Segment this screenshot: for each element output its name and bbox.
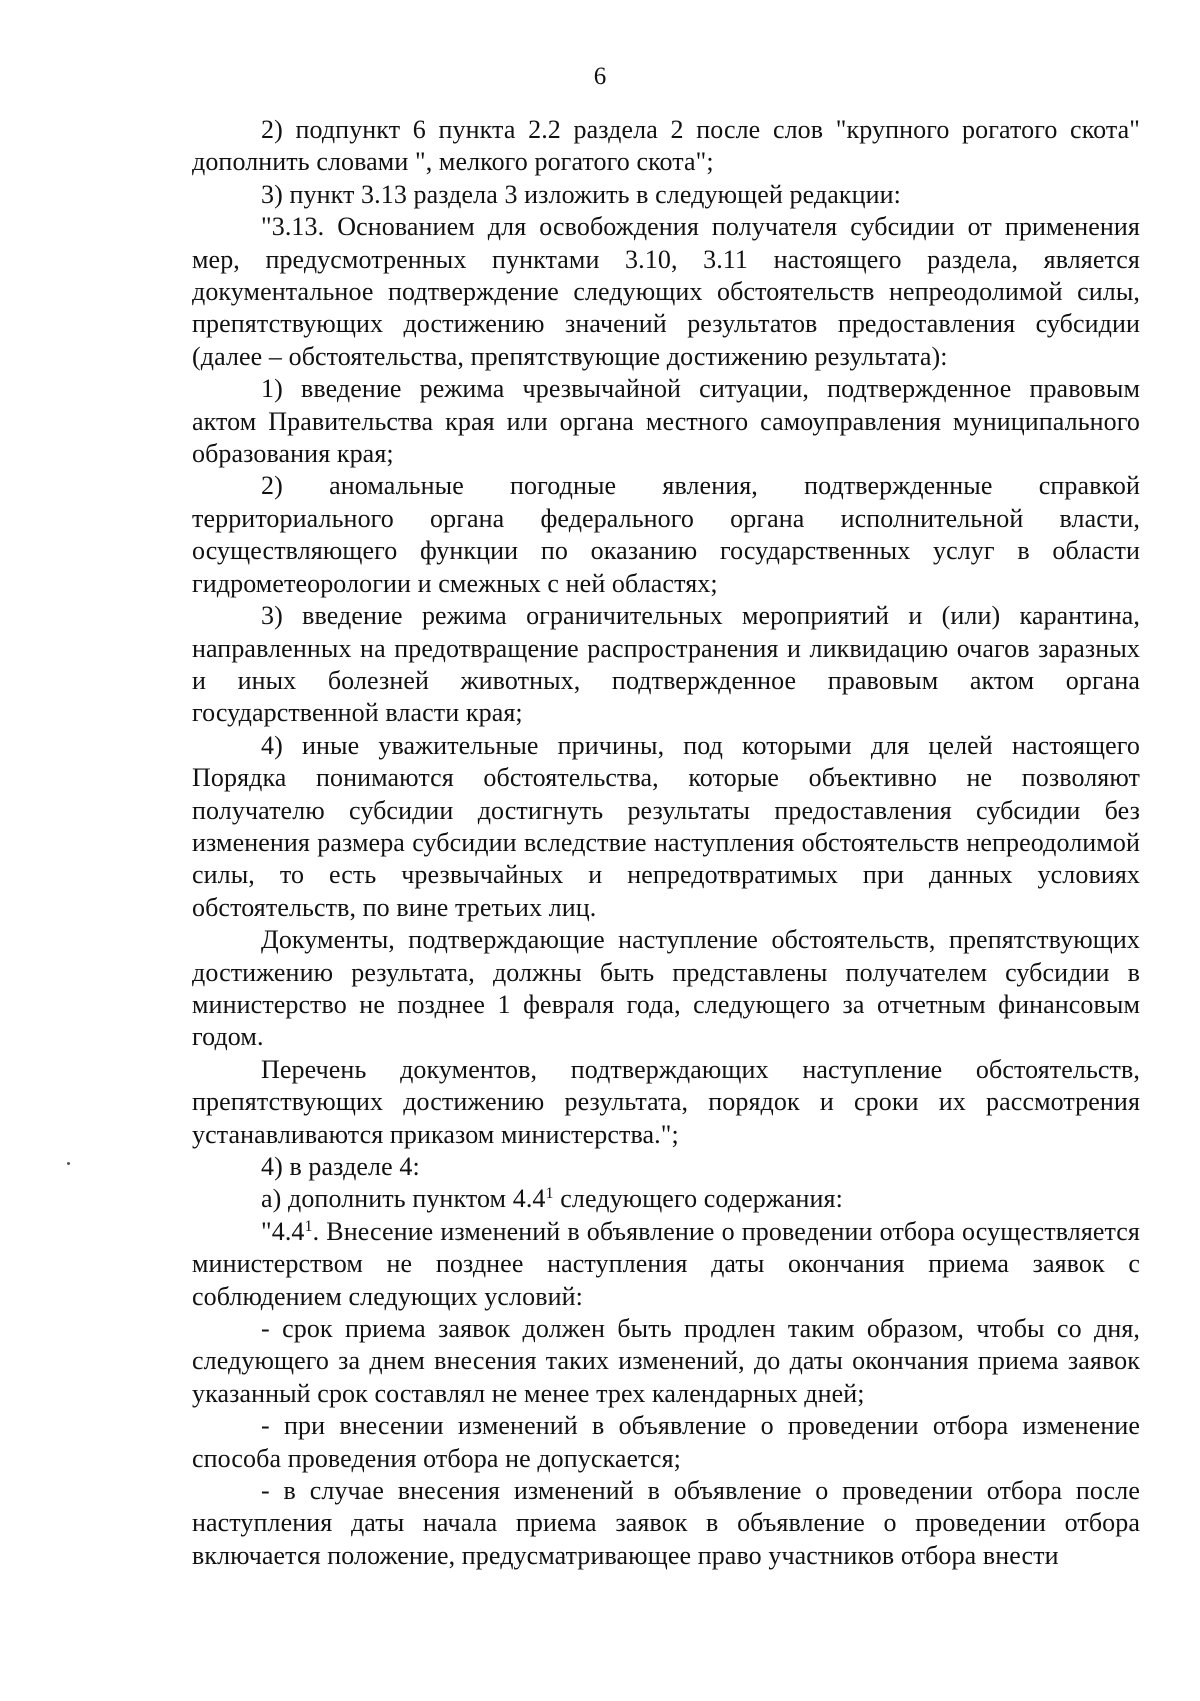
paragraph-add-clause-after: следующего содержания: bbox=[553, 1184, 843, 1214]
paragraph-list-item-1: 1) введение режима чрезвычайной ситуации, подтвержденное правовым актом Правительства края или органа местного самоуправления муниципального образования края; bbox=[192, 374, 1140, 469]
paragraph-clause-4-4-1 bbox=[192, 1216, 1140, 1313]
paragraph-condition-1: - срок приема заявок должен быть продлен таким образом, чтобы со дня, следующего за днем внесения таких изменений, до даты окончания приема заявок указанный срок составлял не менее трех календарных дней; bbox=[192, 1314, 1140, 1408]
paragraph-list-item-4: 4) иные уважительные причины, под которыми для целей настоящего Порядка понимаются обстоятельства, которые объективно не позволяют получателю субсидии достигнуть результаты предоставления субсидии без изменения размера субсидии вследствие наступления обстоятельств непреодолимой силы, то есть чрезвычайных и непредотвратимых при данных условиях обстоятельств, по вине третьих лиц. bbox=[192, 730, 1140, 922]
paragraph-clause-3-13: "3.13. Основанием для освобождения получателя субсидии от применения мер, предусмотренных пунктами 3.10, 3.11 настоящего раздела, является документальное подтверждение следующих обстоятельств непреодолимой силы, препятствующих достижению значений результатов предоставления субсидии (далее – обстоятельства, препятствующие достижению результата): bbox=[192, 212, 1140, 371]
paragraph-item-3-amendment: 3) пункт 3.13 раздела 3 изложить в следующей редакции: bbox=[261, 179, 901, 209]
paragraph-section-4: 4) в разделе 4: bbox=[261, 1152, 420, 1181]
paragraph-add-clause bbox=[192, 1183, 1140, 1215]
page-number: 6 bbox=[593, 63, 607, 90]
paragraph-list-item-3: 3) введение режима ограничительных мероприятий и (или) карантина, направленных на предотвращение распространения и ликвидацию очагов заразных и иных болезней животных, подтвержденное правовым актом органа государственной власти края; bbox=[192, 601, 1140, 728]
scan-speck bbox=[67, 1162, 70, 1165]
document-body bbox=[192, 114, 1140, 1572]
superscript-mark: 1 bbox=[304, 1217, 313, 1235]
paragraph-documents-list: Перечень документов, подтверждающих наступление обстоятельств, препятствующих достижению результата, порядок и сроки их рассмотрения устанавливаются приказом министерства."; bbox=[192, 1054, 1140, 1149]
paragraph-clause-4-4-1-before: "4.4 bbox=[261, 1216, 305, 1246]
superscript-mark: 1 bbox=[545, 1185, 554, 1203]
paragraph-clause-4-4-1-after: . Внесение изменений в объявление о проведении отбора осуществляется министерством не позднее наступления даты окончания приема заявок с соблюдением следующих условий: bbox=[192, 1216, 1140, 1311]
paragraph-item-2-amendment: 2) подпункт 6 пункта 2.2 раздела 2 после слов "крупного рогатого скота" дополнить словами ", мелкого рогатого скота"; bbox=[192, 115, 1140, 177]
paragraph-condition-2: - при внесении изменений в объявление о проведении отбора изменение способа проведения отбора не допускается; bbox=[192, 1411, 1140, 1473]
paragraph-list-item-2: 2) аномальные погодные явления, подтвержденные справкой территориального органа федерального органа исполнительной власти, осуществляющего функции по оказанию государственных услуг в области гидрометеорологии и смежных с ней областях; bbox=[192, 471, 1140, 598]
paragraph-documents: Документы, подтверждающие наступление обстоятельств, препятствующих достижению результата, должны быть представлены получателем субсидии в министерство не позднее 1 февраля года, следующего за отчетным финансовым годом. bbox=[192, 925, 1140, 1052]
paragraph-add-clause-before: а) дополнить пунктом 4.4 bbox=[261, 1184, 546, 1214]
paragraph-condition-3: - в случае внесения изменений в объявление о проведении отбора после наступления даты начала приема заявок в объявление о проведении отбора включается положение, предусматривающее право участников отбора внести bbox=[192, 1476, 1140, 1570]
